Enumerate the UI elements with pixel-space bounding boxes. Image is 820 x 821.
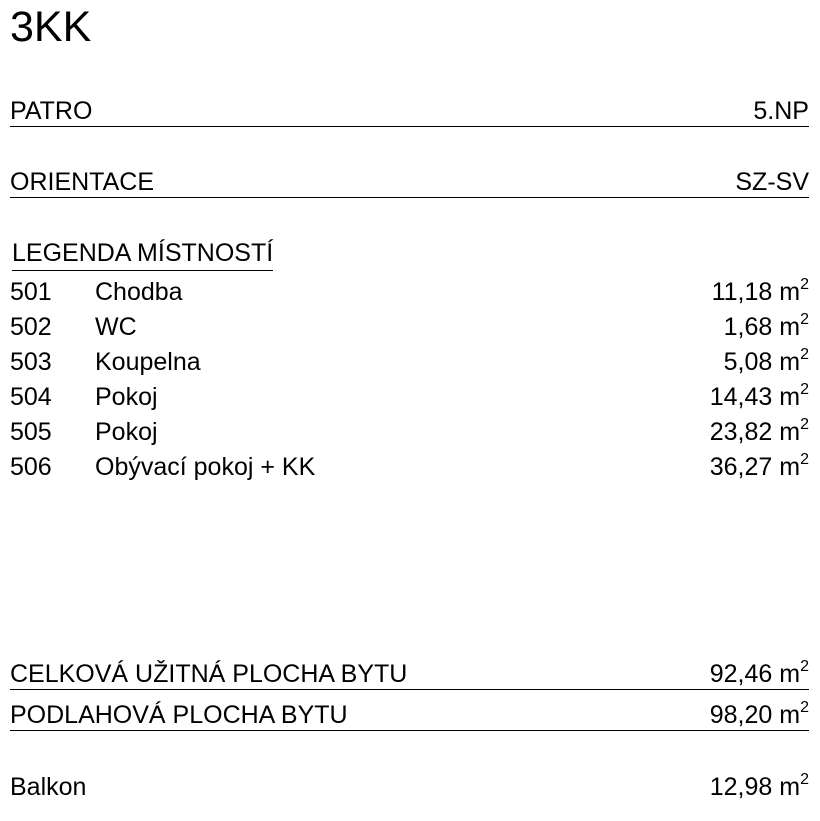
room-area: 11,18 $m^2$ (711, 276, 809, 306)
usable-area-value: 92,46 $m^2$ (709, 658, 809, 688)
room-number: 506 (10, 453, 52, 481)
room-row (10, 310, 809, 345)
balcony-label: Balkon (10, 773, 87, 801)
room-number: 503 (10, 348, 52, 376)
apartment-type-title: 3KK (10, 3, 92, 51)
room-name: WC (95, 313, 137, 341)
room-name: Koupelna (95, 348, 201, 376)
room-area: 36,27 $m^2$ (709, 451, 809, 481)
room-row (10, 345, 809, 380)
room-area: 23,82 $m^2$ (709, 416, 809, 446)
floor-label: PATRO (10, 97, 93, 125)
room-area: 14,43 $m^2$ (709, 381, 809, 411)
floor-area-row (10, 700, 809, 731)
orientation-row (10, 167, 809, 198)
floor-area-label: PODLAHOVÁ PLOCHA BYTU (10, 701, 348, 729)
room-area: 5,08 $m^2$ (723, 346, 809, 376)
balcony-area-value: 12,98 $m^2$ (709, 771, 809, 801)
room-number: 501 (10, 278, 52, 306)
room-number: 505 (10, 418, 52, 446)
room-name: Pokoj (95, 383, 158, 411)
room-row (10, 450, 809, 485)
room-legend-heading: LEGENDA MÍSTNOSTÍ (12, 238, 273, 271)
room-number: 504 (10, 383, 52, 411)
usable-area-row (10, 659, 809, 690)
balcony-row (10, 772, 809, 802)
floor-area-value: 98,20 $m^2$ (709, 699, 809, 729)
floor-row (10, 96, 809, 127)
room-name: Chodba (95, 278, 183, 306)
usable-area-label: CELKOVÁ UŽITNÁ PLOCHA BYTU (10, 660, 408, 688)
orientation-value: SZ-SV (735, 168, 809, 196)
room-row (10, 275, 809, 310)
orientation-label: ORIENTACE (10, 168, 154, 196)
room-number: 502 (10, 313, 52, 341)
floor-value: 5.NP (753, 97, 809, 125)
room-name: Obývací pokoj + KK (95, 453, 316, 481)
room-row (10, 380, 809, 415)
room-row (10, 415, 809, 450)
room-area: 1,68 $m^2$ (723, 311, 809, 341)
room-name: Pokoj (95, 418, 158, 446)
